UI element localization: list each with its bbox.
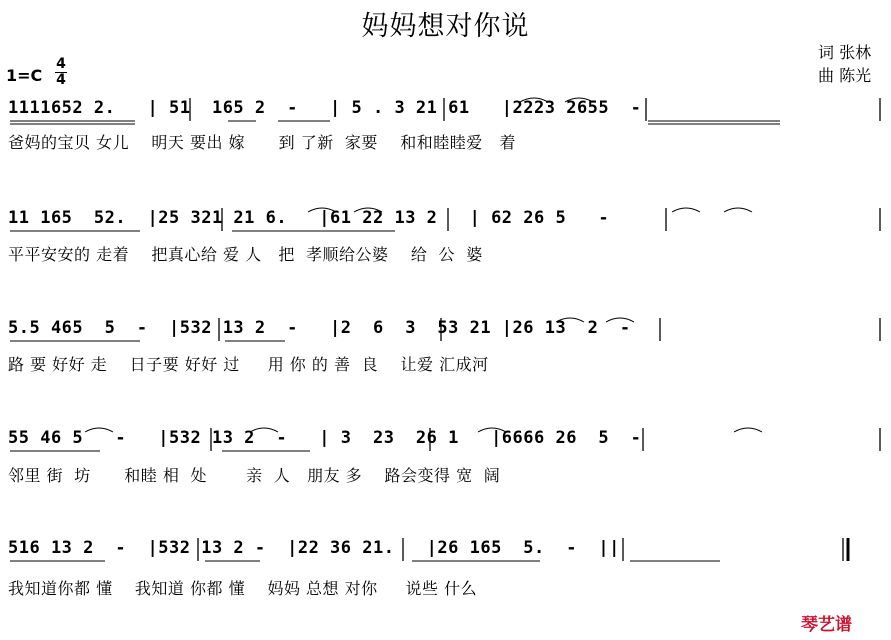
watermark-logo: 琴艺谱: [801, 615, 852, 635]
time-signature-top: 4: [56, 56, 66, 72]
lyrics-row-1: 爸妈的宝贝 女儿 明天 要出 嫁 到 了新 家要 和和睦睦爱 着: [8, 133, 516, 152]
notation-row-4: 55 46 5 - |532 13 2 - | 3 23 26 1 |6666 26 5 -: [8, 428, 642, 448]
lyrics-row-3: 路 要 好好 走 日子要 好好 过 用 你 的 善 良 让爱 汇成河: [8, 355, 489, 374]
lyrics-row-5: 我知道你都 懂 我知道 你都 懂 妈妈 总想 对你 说些 什么: [8, 579, 478, 598]
notation-row-3: 5.5 465 5 - |532 13 2 - |2 6 3 53 21 |26 13 2 -: [8, 318, 631, 338]
lyricist-credit: 词 张林: [818, 43, 872, 62]
composer-credit: 曲 陈光: [818, 66, 872, 85]
lyrics-row-2: 平平安安的 走着 把真心给 爱 人 把 孝顺给公婆 给 公 婆: [8, 245, 483, 264]
notation-row-1: 1111652 2. | 51 165 2 - | 5 . 3 21 61 |2223 2655 -: [8, 98, 642, 118]
notation-row-5: 516 13 2 - |532 13 2 - |22 36 21. |26 165 5. - ||: [8, 538, 620, 558]
notation-row-2: 11 165 52. |25 321 21 6. |61 22 13 2 | 62 26 5 -: [8, 208, 610, 228]
song-title: 妈妈想对你说: [361, 11, 530, 42]
lyrics-row-4: 邻里 街 坊 和睦 相 处 亲 人 朋友 多 路会变得 宽 阔: [8, 466, 501, 485]
time-signature-bottom: 4: [56, 72, 66, 88]
key-signature: 1=C: [6, 66, 43, 85]
